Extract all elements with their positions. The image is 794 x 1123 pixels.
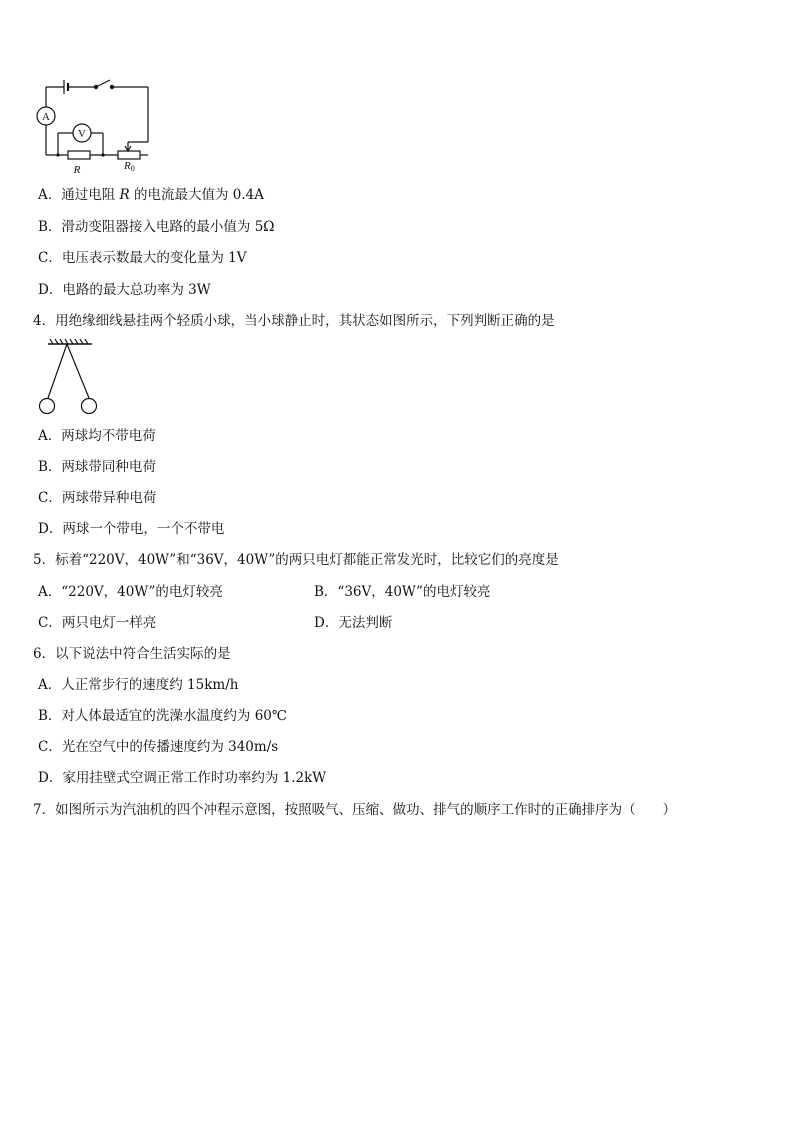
q6-option-b: B．对人体最适宜的洗澡水温度约为 60℃ xyxy=(38,708,287,724)
q3-option-a: A．通过电阻 R 的电流最大值为 0.4A xyxy=(38,187,265,203)
q5-stem: 5．标着“220V，40W”和“36V，40W”的两只电灯都能正常发光时，比较它们的亮度是 xyxy=(33,552,559,568)
q7-stem: 7．如图所示为汽油机的四个冲程示意图，按照吸气、压缩、做功、排气的顺序工作时的正确排序为（ ） xyxy=(33,802,677,818)
q4-option-b: B．两球带同种电荷 xyxy=(38,459,156,475)
q4-option-a: A．两球均不带电荷 xyxy=(38,428,156,444)
q4-option-d: D．两球一个带电，一个不带电 xyxy=(38,521,225,537)
hanging-balls-diagram xyxy=(36,338,106,418)
rheostat-label: R0 xyxy=(124,160,135,173)
circuit-diagram xyxy=(30,74,160,174)
resistor-symbol xyxy=(68,151,90,159)
q5-option-a: A．“220V，40W”的电灯较亮 xyxy=(38,584,223,600)
q6-stem: 6．以下说法中符合生活实际的是 xyxy=(33,646,231,662)
q6-option-a: A．人正常步行的速度约 15km/h xyxy=(38,677,239,693)
q3-option-d: D．电路的最大总功率为 3W xyxy=(38,282,211,298)
q6-option-d: D．家用挂壁式空调正常工作时功率约为 1.2kW xyxy=(38,770,327,786)
resistor-label: R xyxy=(73,164,81,176)
right-ball xyxy=(82,399,97,414)
q6-option-c: C．光在空气中的传播速度约为 340m/s xyxy=(38,739,279,755)
ammeter-label: A xyxy=(42,111,50,123)
right-thread xyxy=(67,344,89,398)
rheostat-symbol xyxy=(118,151,140,159)
switch-blade xyxy=(96,80,110,87)
voltmeter-label: V xyxy=(78,128,86,140)
q3-option-b: B．滑动变阻器接入电路的最小值为 5Ω xyxy=(38,219,275,235)
q4-option-c: C．两球带异种电荷 xyxy=(38,490,157,506)
q5-option-b: B．“36V，40W”的电灯较亮 xyxy=(314,584,491,600)
q4-stem: 4．用绝缘细线悬挂两个轻质小球，当小球静止时，其状态如图所示，下列判断正确的是 xyxy=(33,313,555,329)
q5-option-c: C．两只电灯一样亮 xyxy=(38,615,157,631)
q5-option-d: D．无法判断 xyxy=(314,615,393,631)
q3-option-c: C．电压表示数最大的变化量为 1V xyxy=(38,250,247,266)
left-thread xyxy=(48,344,67,398)
left-ball xyxy=(40,399,55,414)
